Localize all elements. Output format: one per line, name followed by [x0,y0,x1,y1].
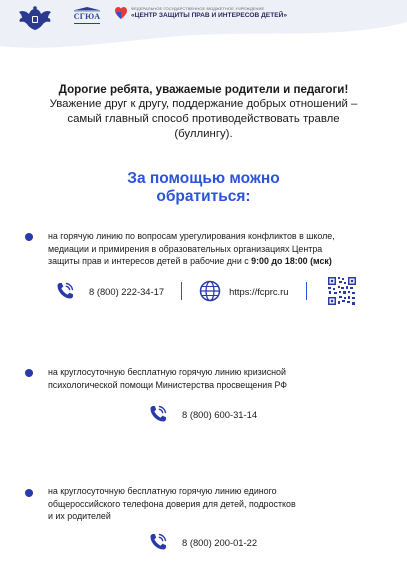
item-2-line-2: психологической помощи Министерства просвещения РФ [48,379,288,390]
double-headed-eagle-icon [17,5,53,33]
header-logos [0,0,407,34]
time-to: 18:00 [284,256,308,266]
item-2-phone[interactable]: 8 (800) 600-31-14 [182,408,258,420]
item-1-line-2: медиации и примирения в образовательных организациях Центра [48,243,323,254]
cta-line-1: За помощью можно [127,170,280,187]
phone-icon [55,281,75,301]
center-subtitle: ФЕДЕРАЛЬНОЕ ГОСУДАРСТВЕННОЕ БЮДЖЕТНОЕ УЧРЕЖДЕНИЕ [131,6,265,11]
item-3-line-2: общероссийского телефона доверия для детей, подростков [48,498,296,509]
intro-block [20,82,387,142]
item-3-line-1: на круглосуточную бесплатную горячую линию единого [48,486,277,496]
item-3-text [48,485,380,523]
item-1-line-1: на горячую линию по вопросам урегулирования конфликтов в школе, [48,231,335,241]
intro-title: Дорогие ребята, уважаемые родители и педагоги! [58,83,349,96]
item-2-line-1: на круглосуточную бесплатную горячую линию кризисной [48,367,286,377]
sgpa-logo-text: СГЮА [73,12,101,21]
divider [306,282,307,300]
phone-icon [148,532,168,552]
globe-icon [199,280,221,302]
cta-line-2: обратиться: [156,188,251,205]
cta-heading [90,170,317,206]
item-1-line-3: защиты прав и интересов детей в рабочие дни с 9:00 до 18:00 (мск) [48,256,332,266]
bullet-icon [25,233,33,241]
center-name: «ЦЕНТР ЗАЩИТЫ ПРАВ И ИНТЕРЕСОВ ДЕТЕЙ» [131,12,288,19]
time-from: 9:00 [251,256,269,266]
item-3-line-3: и их родителей [48,511,111,521]
intro-line-3: (буллингу). [174,128,233,140]
item-1-contacts [55,276,357,306]
item-1-text [48,230,380,268]
qr-code-icon[interactable] [327,276,357,306]
phone-icon [148,404,168,424]
item-2-text [48,366,380,391]
item-1-phone[interactable]: 8 (800) 222-34-17 [89,285,165,297]
intro-line-2: самый главный способ противодействовать травле [67,113,340,125]
intro-line-1: Уважение друг к другу, поддержание добрых отношений – [49,98,358,110]
divider [181,282,182,300]
bullet-icon [25,489,33,497]
item-3-phone[interactable]: 8 (800) 200-01-22 [182,536,258,548]
item-1-website-link[interactable]: https://fcprc.ru [229,285,289,297]
item-3-contacts [148,532,257,552]
bullet-icon [25,369,33,377]
item-2-contacts [148,404,257,424]
center-logo-icon [114,6,128,20]
